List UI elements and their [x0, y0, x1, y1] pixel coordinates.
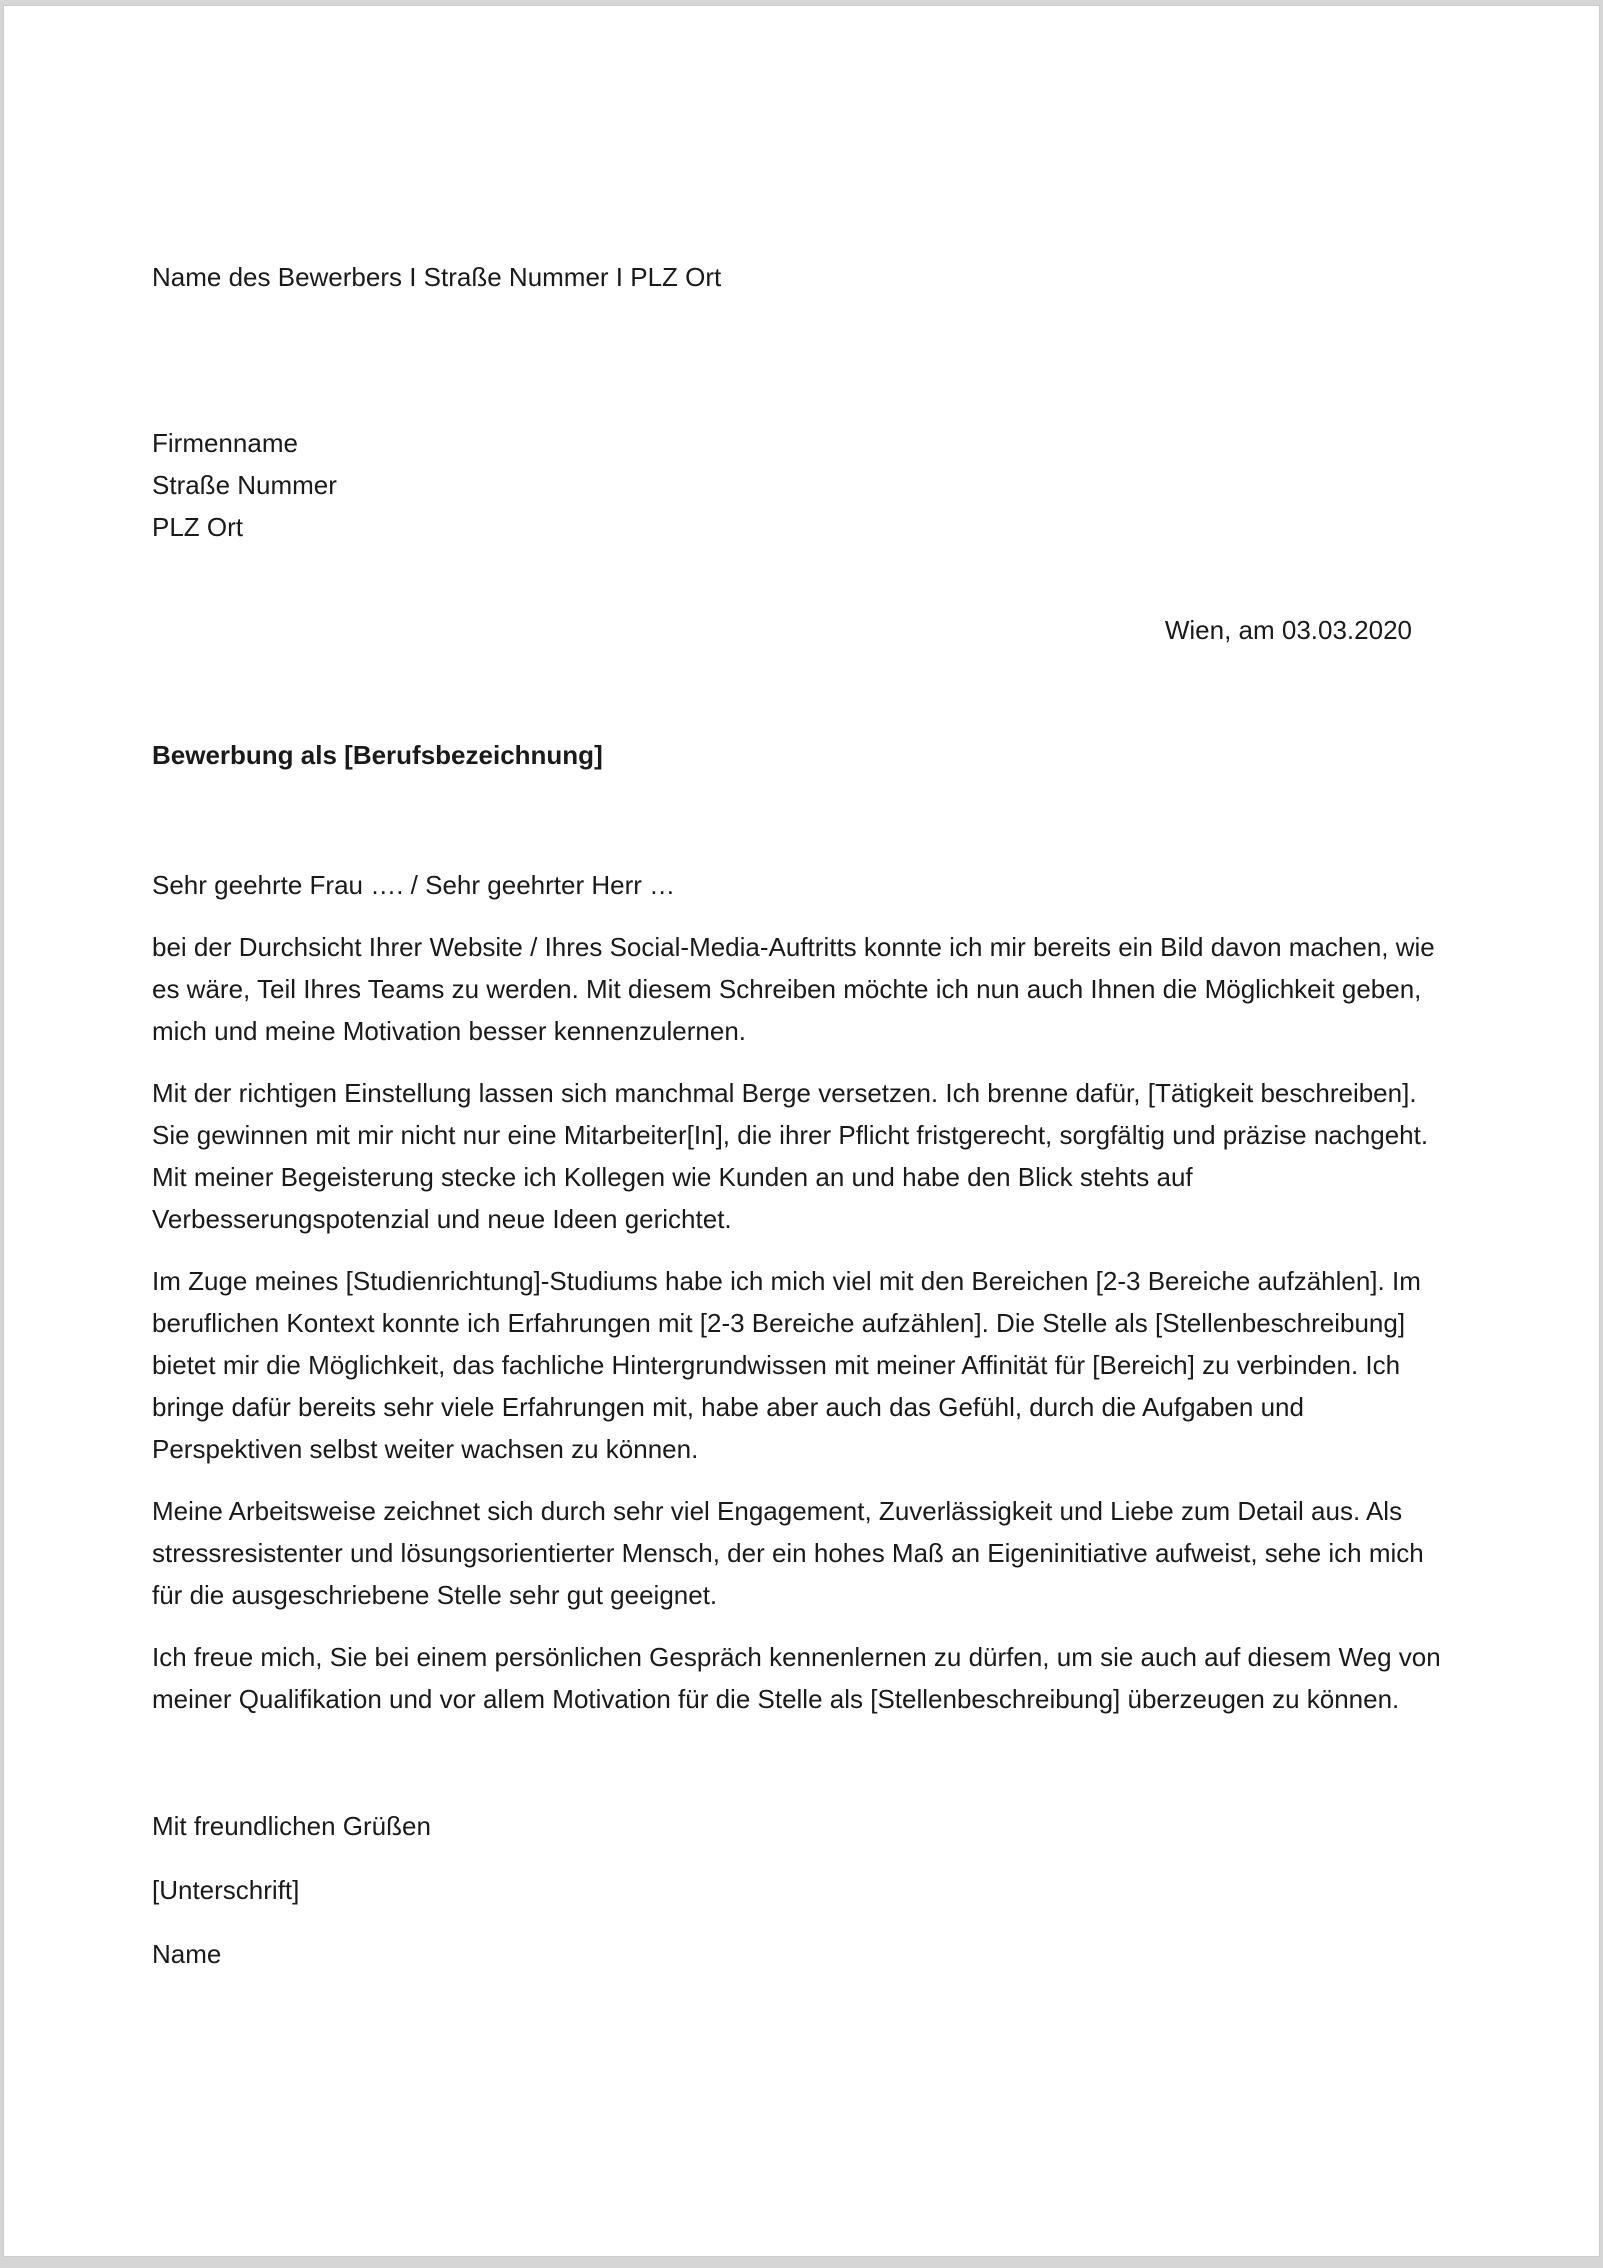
sender-address-line: Name des Bewerbers I Straße Nummer I PLZ Ort [152, 262, 722, 292]
closing-line: Mit freundlichen Grüßen [152, 1811, 431, 1841]
recipient-street: Straße Nummer [152, 470, 337, 500]
salutation-line: Sehr geehrte Frau …. / Sehr geehrter Herr … [152, 870, 676, 900]
recipient-city: PLZ Ort [152, 512, 244, 542]
signature-placeholder: [Unterschrift] [152, 1875, 300, 1905]
body-paragraph-4: Meine Arbeitsweise zeichnet sich durch sehr viel Engagement, Zuverlässigkeit und Liebe zum Detail aus. Als stressresistenter und lösungsorientierter Mensch, der ein hohes Maß an Eigeninitiative aufweist, sehe ich mich für die ausgeschriebene Stelle sehr gut geeignet. [152, 1496, 1424, 1610]
recipient-company: Firmenname [152, 428, 298, 458]
date-line: Wien, am 03.03.2020 [1164, 615, 1412, 645]
signature-name: Name [152, 1939, 222, 1969]
letter-page [4, 6, 1599, 2256]
body-paragraph-2: Mit der richtigen Einstellung lassen sich manchmal Berge versetzen. Ich brenne dafür, [Tätigkeit beschreiben]. Sie gewinnen mit mir nicht nur eine Mitarbeiter[In], die ihrer Pflicht fristgerecht, sorgfältig und präzise nachgeht. Mit meiner Begeisterung stecke ich Kollegen wie Kunden an und habe den Blick stehts auf Verbesserungspotenzial und neue Ideen gerichtet. [152, 1078, 1429, 1234]
body-paragraph-3: Im Zuge meines [Studienrichtung]-Studiums habe ich mich viel mit den Bereichen [2-3 Bereiche aufzählen]. Im beruflichen Kontext konnte ich Erfahrungen mit [2-3 Bereiche aufzählen]. Die Stelle als [Stellenbeschreibung] bietet mir die Möglichkeit, das fachliche Hintergrundwissen mit meiner Affinität für [Bereich] zu verbinden. Ich bringe dafür bereits sehr viele Erfahrungen mit, habe aber auch das Gefühl, durch die Aufgaben und Perspektiven selbst weiter wachsen zu können. [152, 1266, 1421, 1464]
body-paragraph-1: bei der Durchsicht Ihrer Website / Ihres Social-Media-Auftritts konnte ich mir bereits ein Bild davon machen, wie es wäre, Teil Ihres Teams zu werden. Mit diesem Schreiben möchte ich nun auch Ihnen die Möglichkeit geben, mich und meine Motivation besser kennenzulernen. [152, 932, 1435, 1046]
recipient-address-block [152, 422, 1452, 548]
body-paragraph-5: Ich freue mich, Sie bei einem persönlichen Gespräch kennenlernen zu dürfen, um sie auch auf diesem Weg von meiner Qualifikation und vor allem Motivation für die Stelle als [Stellenbeschreibung] überzeugen zu können. [152, 1642, 1441, 1714]
subject-line: Bewerbung als [Berufsbezeichnung] [152, 740, 603, 770]
